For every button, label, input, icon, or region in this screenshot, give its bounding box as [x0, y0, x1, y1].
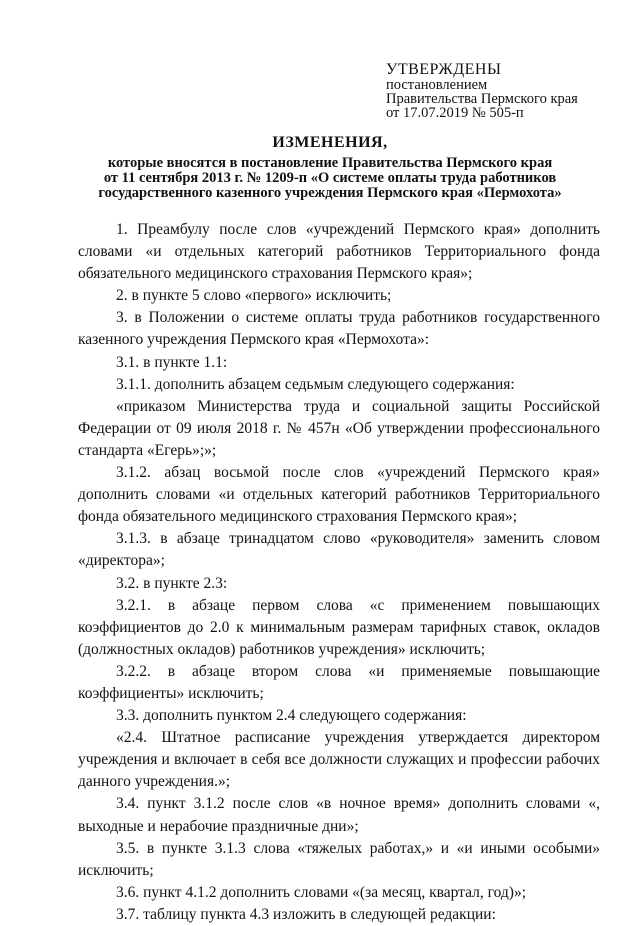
paragraph-3-4: 3.4. пункт 3.1.2 после слов «в ночное время» дополнить словами «, выходные и нерабочие праздничные дни»; — [78, 795, 600, 835]
paragraph-3-5: 3.5. в пункте 3.1.3 слова «тяжелых работах,» и «и иными особыми» исключить; — [78, 839, 600, 879]
paragraph-2: 2. в пункте 5 слово «первого» исключить; — [116, 287, 392, 305]
paragraph-1: 1. Преамбулу после слов «учреждений Пермского края» дополнить словами «и отдельных категорий работников Территориального фонда обязательного медицинского страхования Пермского края»; — [78, 221, 600, 283]
paragraph-3-6: 3.6. пункт 4.1.2 дополнить словами «(за месяц, квартал, год)»; — [116, 883, 527, 901]
paragraph-quote-2-4: «2.4. Штатное расписание учреждения утверждается директором учреждения и включает в себя все должности служащих и профессии рабочих данного учреждения.»; — [78, 729, 600, 791]
paragraph-3-2-2: 3.2.2. в абзаце втором слова «и применяемые повышающие коэффициенты» исключить; — [78, 662, 600, 702]
heading-line-1: которые вносятся в постановление Правительства Пермского края — [107, 155, 553, 171]
paragraph-3-1-2: 3.1.2. абзац восьмой после слов «учреждений Пермского края» дополнить словами «и отдельных категорий работников Территориального фонда обязательного медицинского страхования Пермского края»; — [78, 464, 600, 526]
approval-title: УТВЕРЖДЕНЫ — [386, 61, 502, 78]
paragraph-3-3: 3.3. дополнить пунктом 2.4 следующего содержания: — [116, 707, 467, 725]
paragraph-3-1: 3.1. в пункте 1.1: — [116, 353, 228, 371]
paragraph-3-1-3: 3.1.3. в абзаце тринадцатом слово «руководителя» заменить словом «директора»; — [78, 530, 600, 570]
document-heading — [60, 134, 600, 201]
document-title: ИЗМЕНЕНИЯ, — [272, 134, 388, 151]
approval-line-2: Правительства Пермского края — [386, 91, 578, 107]
approval-line-1: постановлением — [386, 77, 488, 93]
heading-line-2: от 11 сентября 2013 г. № 1209-п «О системе оплаты труда работников — [103, 170, 557, 186]
paragraph-quote-order: «приказом Министерства труда и социальной защиты Российской Федерации от 09 июля 2018 г. № 457н «Об утверждении профессионального стандарта «Егерь»;»; — [78, 397, 600, 459]
paragraph-3-2-1: 3.2.1. в абзаце первом слова «с применением повышающих коэффициентов до 2.0 к минимальным размерам тарифных ставок, окладов (должностных окладов) работников учреждения» исключить; — [78, 596, 600, 658]
document-body — [78, 219, 600, 926]
paragraph-3-2: 3.2. в пункте 2.3: — [116, 574, 228, 592]
paragraph-3-1-1: 3.1.1. дополнить абзацем седьмым следующего содержания: — [116, 375, 515, 393]
approval-stamp — [386, 62, 626, 120]
paragraph-3-7: 3.7. таблицу пункта 4.3 изложить в следующей редакции: — [116, 905, 496, 923]
approval-line-3: от 17.07.2019 № 505-п — [386, 105, 524, 121]
paragraph-3: 3. в Положении о системе оплаты труда работников государственного казенного учреждения Пермского края «Пермохота»: — [78, 309, 600, 349]
heading-line-3: государственного казенного учреждения Пермского края «Пермохота» — [98, 185, 562, 201]
